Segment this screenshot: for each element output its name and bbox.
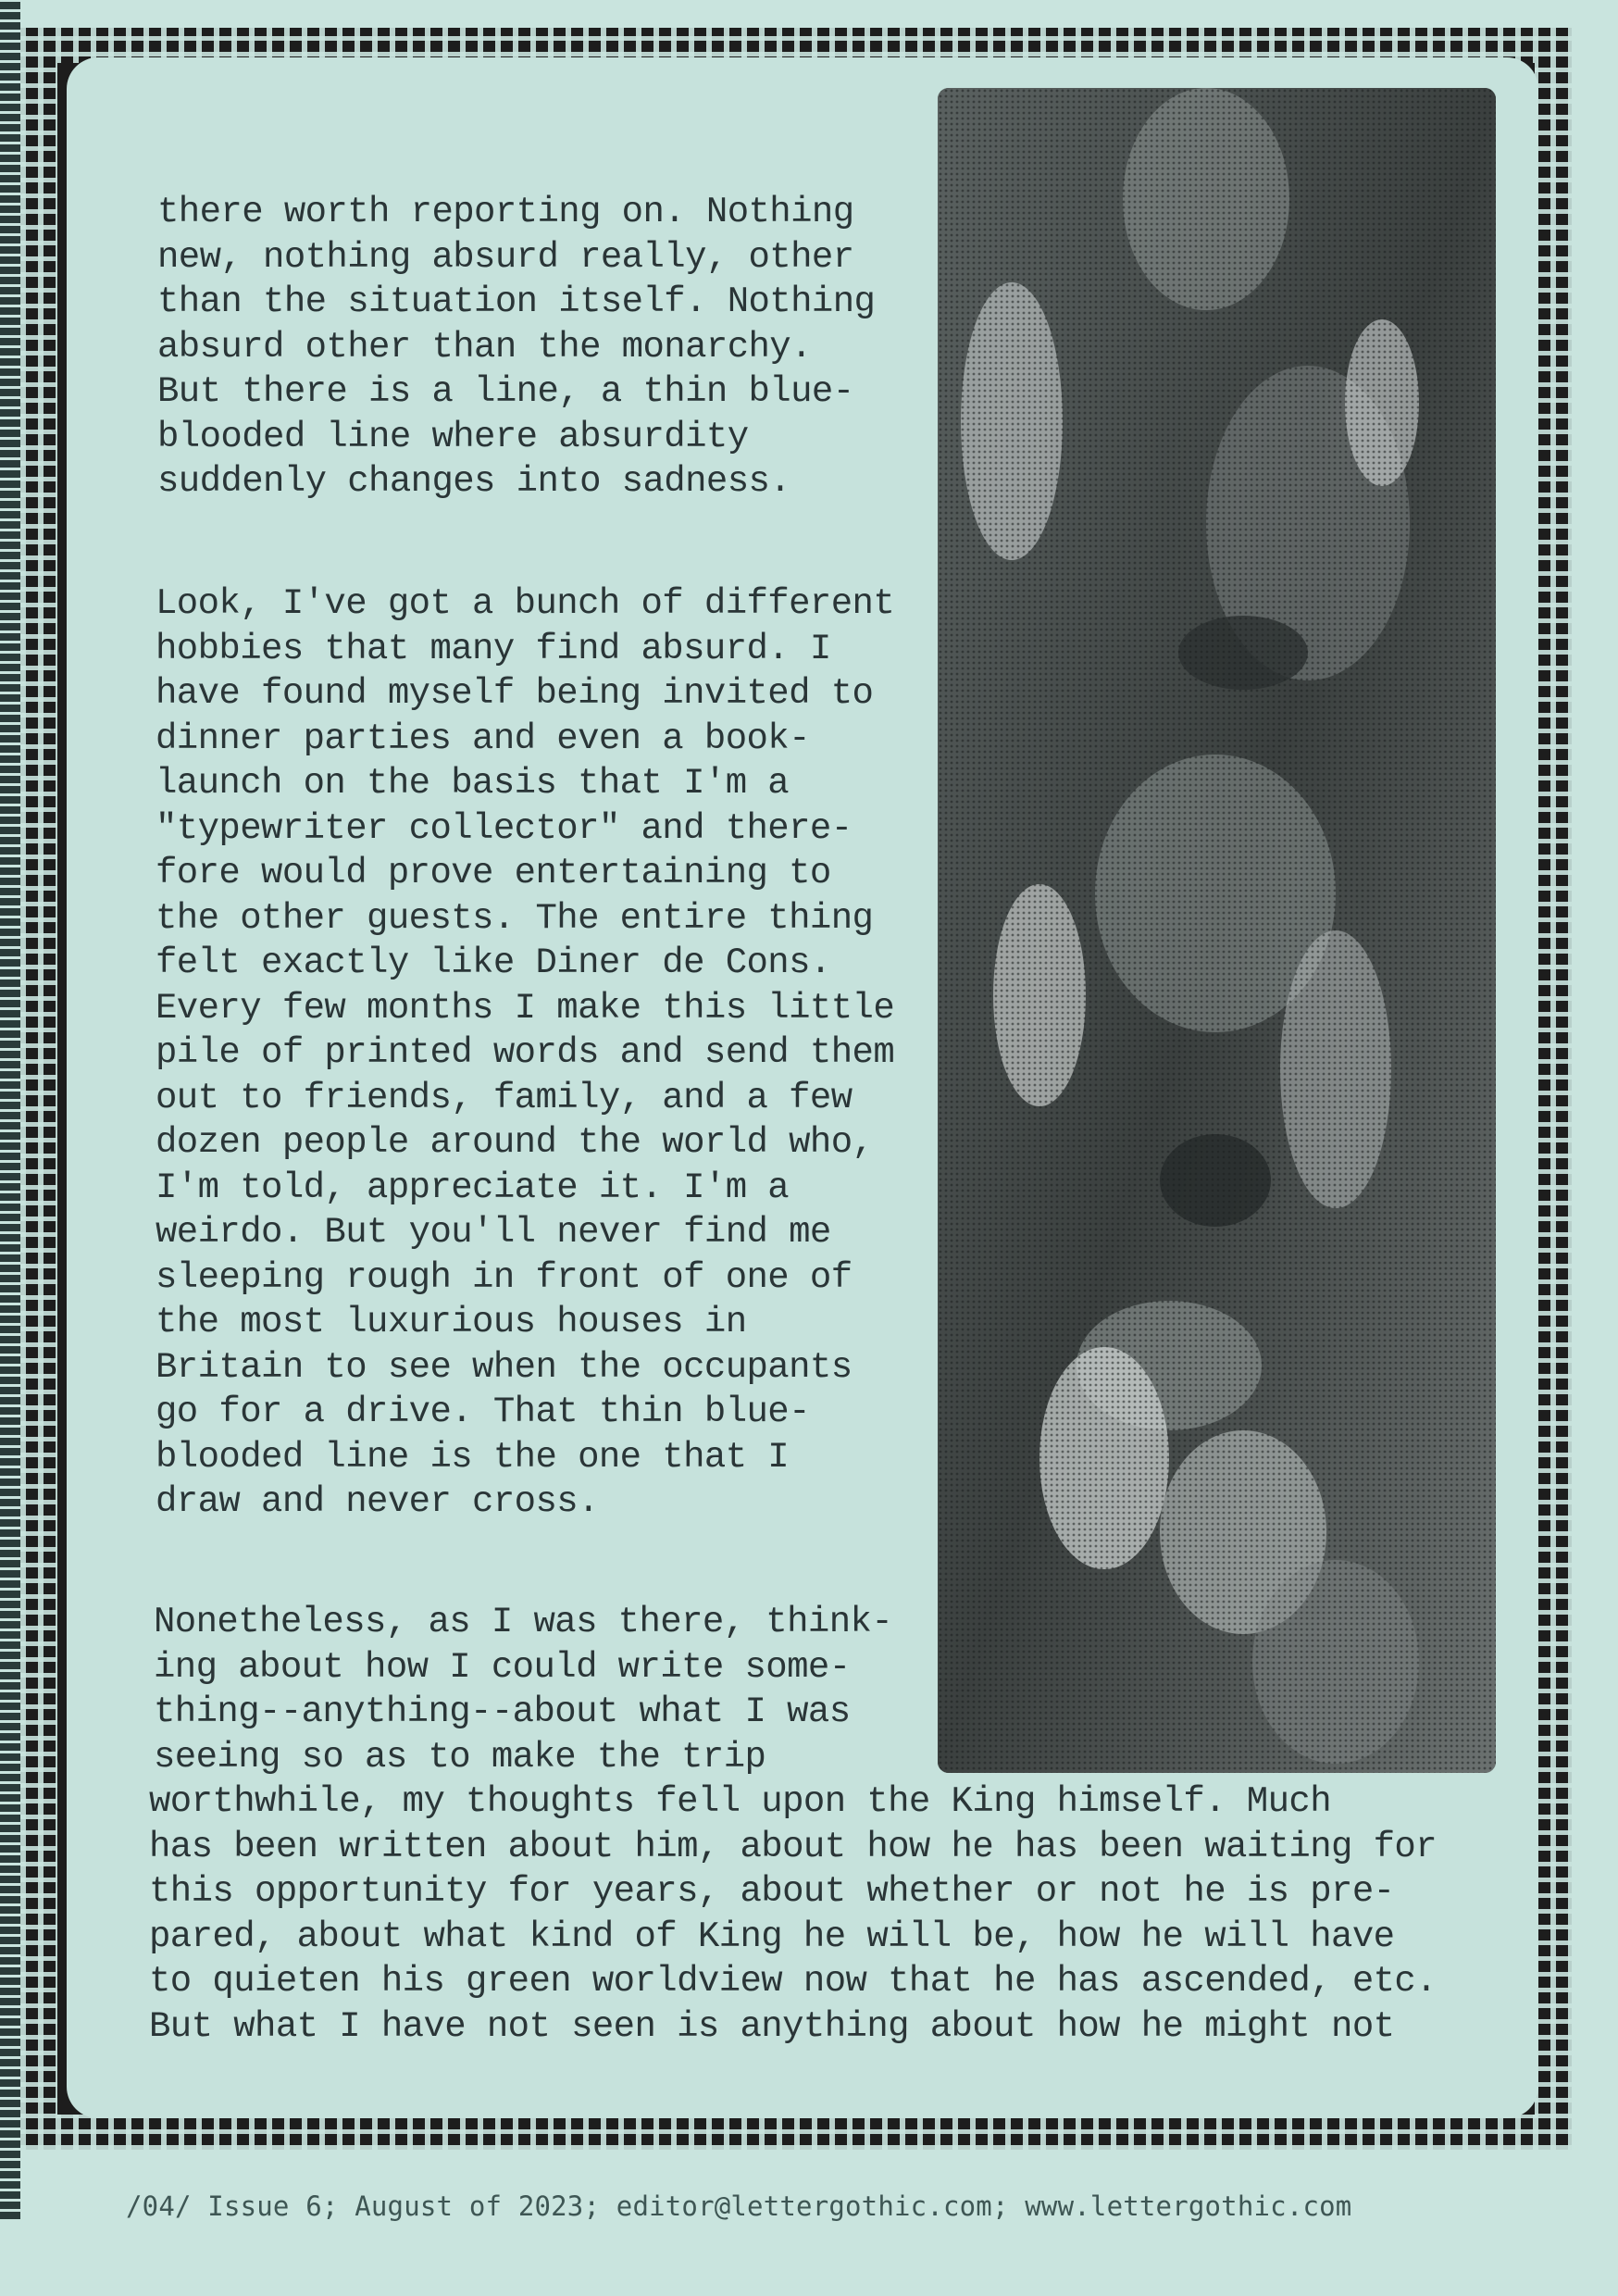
- paragraph-1: there worth reporting on. Nothing new, nothing absurd really, other than the situation itself. Nothing absurd other than the monarchy. But there is a line, a thin blue- blooded line where absurdity suddenly changes into sadness.: [157, 192, 876, 502]
- paragraph-3-wide: worthwhile, my thoughts fell upon the King himself. Much has been written about him, about how he has been waiting for this opportunity for years, about whether or not he is pre- pared, about what kind of King he will be, how he will have to quieten his green worldview now that he has ascended, etc. But what I have not seen is anything about how he might not: [149, 1781, 1438, 2047]
- paragraph-3-narrow: Nonetheless, as I was there, think- ing about how I could write some- thing--anything--about what I was seeing so as to make the trip: [154, 1602, 893, 1778]
- paragraph-2: Look, I've got a bunch of different hobbies that many find absurd. I have found myself being invited to dinner parties and even a book- launch on the basis that I'm a "typewriter collector" and there- fore would prove entertaining to the other guests. The entire thing felt exactly like Diner de Cons. Every few months I make this little pile of printed words and send them out to friends, family, and a few dozen people around the world who, I'm told, appreciate it. I'm a weirdo. But you'll never find me sleeping rough in front of one of the most luxurious houses in Britain to see when the occupants go for a drive. That thin blue- blooded line is the one that I draw and never cross.: [156, 583, 895, 1522]
- page-edge-strip: [0, 0, 20, 2222]
- halftone-photo: [938, 88, 1496, 1773]
- photo-image: [938, 88, 1496, 1773]
- page-footer: /04/ Issue 6; August of 2023; editor@lettergothic.com; www.lettergothic.com: [126, 2190, 1352, 2222]
